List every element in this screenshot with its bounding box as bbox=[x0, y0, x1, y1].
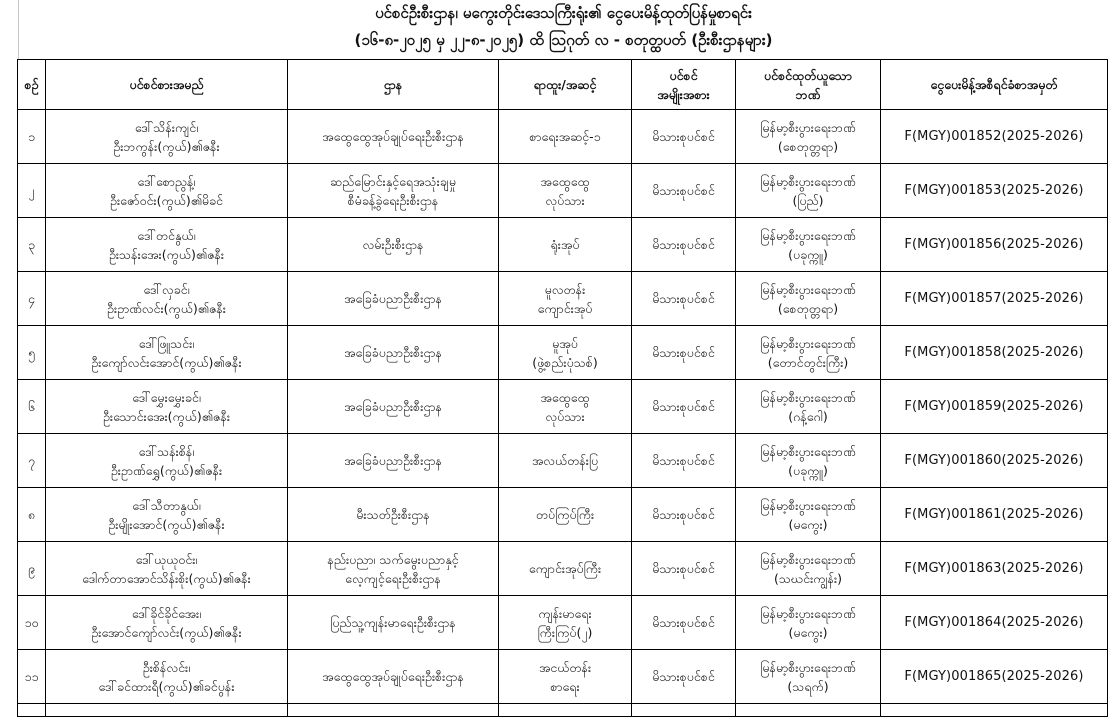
cell-name[interactable]: ဒေါ်ဖြူသင်း၊ ဦးကျော်လင်းအောင်(ကွယ်)၏ဇနီး bbox=[46, 326, 288, 380]
cell-no[interactable]: ၃ bbox=[18, 218, 46, 272]
table-row bbox=[18, 434, 1108, 488]
cell-code[interactable]: F(MGY)001864(2025-2026) bbox=[881, 596, 1108, 650]
cell-bank[interactable]: မြန်မာ့စီးပွားရေးဘဏ် (ပခုက္ကူ) bbox=[736, 218, 881, 272]
cell-code[interactable]: F(MGY)001861(2025-2026) bbox=[881, 488, 1108, 542]
cell-dept[interactable]: နည်းပညာ၊ သက်မွေးပညာနှင့် လေ့ကျင့်ရေးဦးစီးဌာန bbox=[288, 542, 499, 596]
cell-dept[interactable]: အခြေခံပညာဦးစီးဌာန bbox=[288, 326, 499, 380]
cell-name[interactable]: ဒေါ်သီတာနွယ်၊ ဦးမျိုးအောင်(ကွယ်)၏ဇနီး bbox=[46, 488, 288, 542]
table-row-partial bbox=[18, 704, 1108, 717]
cell-type[interactable]: မိသားစုပင်စင် bbox=[632, 434, 736, 488]
cell-bank[interactable]: မြန်မာ့စီးပွားရေးဘဏ် (သရက်) bbox=[736, 650, 881, 704]
cell-name[interactable]: ဒေါ်မွှေးမွှေးခင်၊ ဦးသောင်းအေး(ကွယ်)၏ဇနီး bbox=[46, 380, 288, 434]
cell-rank[interactable]: တပ်ကြပ်ကြီး bbox=[499, 488, 632, 542]
cell-bank[interactable]: မြန်မာ့စီးပွားရေးဘဏ် (တောင်တွင်းကြီး) bbox=[736, 326, 881, 380]
header-dept[interactable]: ဌာန bbox=[288, 60, 499, 110]
cell-bank[interactable]: မြန်မာ့စီးပွားရေးဘဏ် (စေတုတ္တရာ) bbox=[736, 110, 881, 164]
cell-rank[interactable]: အငယ်တန်း စာရေး bbox=[499, 650, 632, 704]
cell-type[interactable]: မိသားစုပင်စင် bbox=[632, 542, 736, 596]
cell-type[interactable]: မိသားစုပင်စင် bbox=[632, 380, 736, 434]
report-title: ပင်စင်ဦးစီးဌာန၊ မကွေးတိုင်းဒေသကြီးရုံး၏ ငွေပေးမိန့်ထုတ်ပြန်မှုစာရင်း bbox=[375, 4, 752, 22]
cell-dept[interactable]: လမ်းဦးစီးဌာန bbox=[288, 218, 499, 272]
cell-bank[interactable]: မြန်မာ့စီးပွားရေးဘဏ် (သဃင်းကျွန်း) bbox=[736, 542, 881, 596]
table-row bbox=[18, 596, 1108, 650]
cell-bank[interactable]: မြန်မာ့စီးပွားရေးဘဏ် (ပခုက္ကူ) bbox=[736, 434, 881, 488]
cell-type[interactable]: မိသားစုပင်စင် bbox=[632, 110, 736, 164]
cell-no[interactable]: ၉ bbox=[18, 542, 46, 596]
table-row bbox=[18, 110, 1108, 164]
cell-code[interactable]: F(MGY)001859(2025-2026) bbox=[881, 380, 1108, 434]
cell-type[interactable]: မိသားစုပင်စင် bbox=[632, 272, 736, 326]
cell-code[interactable]: F(MGY)001860(2025-2026) bbox=[881, 434, 1108, 488]
cell-rank[interactable]: အလယ်တန်းပြ bbox=[499, 434, 632, 488]
cell-empty[interactable] bbox=[736, 704, 881, 717]
cell-dept[interactable]: အထွေထွေအုပ်ချုပ်ရေးဦးစီးဌာန bbox=[288, 110, 499, 164]
cell-dept[interactable]: မီးသတ်ဦးစီးဌာန bbox=[288, 488, 499, 542]
cell-dept[interactable]: ပြည်သူ့ကျန်းမာရေးဦးစီးဌာန bbox=[288, 596, 499, 650]
table-row bbox=[18, 326, 1108, 380]
cell-type[interactable]: မိသားစုပင်စင် bbox=[632, 218, 736, 272]
table-row bbox=[18, 542, 1108, 596]
table-row bbox=[18, 272, 1108, 326]
table-row bbox=[18, 380, 1108, 434]
cell-type[interactable]: မိသားစုပင်စင် bbox=[632, 326, 736, 380]
pension-table bbox=[17, 59, 1108, 717]
cell-dept[interactable]: အခြေခံပညာဦးစီးဌာန bbox=[288, 434, 499, 488]
report-subtitle: (၁၆-၈-၂၀၂၅ မှ ၂၂-၈-၂၀၂၅) ထိ ဩဂုတ် လ - စတုတ္ထပတ် (ဦးစီးဌာနများ) bbox=[354, 31, 773, 49]
cell-bank[interactable]: မြန်မာ့စီးပွားရေးဘဏ် (ဂန့်ဂေါ) bbox=[736, 380, 881, 434]
title-area bbox=[18, 0, 1108, 59]
header-no[interactable]: စဉ် bbox=[18, 60, 46, 110]
header-row bbox=[18, 60, 1108, 110]
table-row bbox=[18, 218, 1108, 272]
cell-empty[interactable] bbox=[18, 704, 46, 717]
cell-type[interactable]: မိသားစုပင်စင် bbox=[632, 164, 736, 218]
header-type[interactable]: ပင်စင် အမျိုးအစား bbox=[632, 60, 736, 110]
cell-empty[interactable] bbox=[288, 704, 499, 717]
cell-rank[interactable]: မူအုပ် (ဖွဲ့စည်းပုံသစ်) bbox=[499, 326, 632, 380]
cell-rank[interactable]: မူလတန်း ကျောင်းအုပ် bbox=[499, 272, 632, 326]
cell-name[interactable]: ဒေါ်တင်နွယ်၊ ဦးသန်းအေး(ကွယ်)၏ဇနီး bbox=[46, 218, 288, 272]
cell-code[interactable]: F(MGY)001865(2025-2026) bbox=[881, 650, 1108, 704]
cell-empty[interactable] bbox=[46, 704, 288, 717]
cell-rank[interactable]: အထွေထွေ လုပ်သား bbox=[499, 164, 632, 218]
cell-rank[interactable]: စာရေးအဆင့်-၁ bbox=[499, 110, 632, 164]
cell-bank[interactable]: မြန်မာ့စီးပွားရေးဘဏ် (မကွေး) bbox=[736, 488, 881, 542]
cell-no[interactable]: ၇ bbox=[18, 434, 46, 488]
header-name[interactable]: ပင်စင်စားအမည် bbox=[46, 60, 288, 110]
cell-no[interactable]: ၁၀ bbox=[18, 596, 46, 650]
cell-empty[interactable] bbox=[881, 704, 1108, 717]
cell-bank[interactable]: မြန်မာ့စီးပွားရေးဘဏ် (ပြည်) bbox=[736, 164, 881, 218]
cell-no[interactable]: ၆ bbox=[18, 380, 46, 434]
cell-code[interactable]: F(MGY)001858(2025-2026) bbox=[881, 326, 1108, 380]
header-code[interactable]: ငွေပေးမိန့်အစီရင်ခံစာအမှတ် bbox=[881, 60, 1108, 110]
cell-rank[interactable]: ရုံးအုပ် bbox=[499, 218, 632, 272]
cell-empty[interactable] bbox=[499, 704, 632, 717]
cell-dept[interactable]: အထွေထွေအုပ်ချုပ်ရေးဦးစီးဌာန bbox=[288, 650, 499, 704]
cell-bank[interactable]: မြန်မာ့စီးပွားရေးဘဏ် (မကွေး) bbox=[736, 596, 881, 650]
cell-no[interactable]: ၈ bbox=[18, 488, 46, 542]
cell-code[interactable]: F(MGY)001852(2025-2026) bbox=[881, 110, 1108, 164]
cell-code[interactable]: F(MGY)001857(2025-2026) bbox=[881, 272, 1108, 326]
cell-dept[interactable]: ဆည်မြောင်းနှင့်ရေအသုံးချမှု စီမံခန့်ခွဲရေးဦးစီးဌာန bbox=[288, 164, 499, 218]
header-bank[interactable]: ပင်စင်ထုတ်ယူသော ဘဏ် bbox=[736, 60, 881, 110]
cell-type[interactable]: မိသားစုပင်စင် bbox=[632, 488, 736, 542]
cell-name[interactable]: ဒေါ်လှခင်၊ ဦးဥာဏ်လင်း(ကွယ်)၏ဇနီး bbox=[46, 272, 288, 326]
cell-rank[interactable]: အထွေထွေ လုပ်သား bbox=[499, 380, 632, 434]
cell-empty[interactable] bbox=[632, 704, 736, 717]
table-row bbox=[18, 488, 1108, 542]
cell-no[interactable]: ၄ bbox=[18, 272, 46, 326]
cell-dept[interactable]: အခြေခံပညာဦးစီးဌာန bbox=[288, 380, 499, 434]
cell-name[interactable]: ဒေါ်ခိုင်ခိုင်အေး၊ ဦးအောင်ကျော်လင်း(ကွယ်)၏ဇနီး bbox=[46, 596, 288, 650]
cell-dept[interactable]: အခြေခံပညာဦးစီးဌာန bbox=[288, 272, 499, 326]
cell-code[interactable]: F(MGY)001863(2025-2026) bbox=[881, 542, 1108, 596]
cell-name[interactable]: ဒေါ်ယုယုဝင်း၊ ဒေါက်တာအောင်သိန်းစိုး(ကွယ်)၏ဇနီး bbox=[46, 542, 288, 596]
cell-name[interactable]: ဒေါ်စောညွန့်၊ ဦးဇော်ဝင်း(ကွယ်)၏မိခင် bbox=[46, 164, 288, 218]
table-row bbox=[18, 164, 1108, 218]
cell-name[interactable]: ဒေါ်သန်းစိန်၊ ဦးဥာဏ်ရွှေ(ကွယ်)၏ဇနီး bbox=[46, 434, 288, 488]
table-row bbox=[18, 650, 1108, 704]
cell-no[interactable]: ၅ bbox=[18, 326, 46, 380]
cell-type[interactable]: မိသားစုပင်စင် bbox=[632, 650, 736, 704]
cell-no[interactable]: ၁ bbox=[18, 110, 46, 164]
cell-code[interactable]: F(MGY)001856(2025-2026) bbox=[881, 218, 1108, 272]
cell-rank[interactable]: ကျန်းမာရေး ကြီးကြပ်(၂) bbox=[499, 596, 632, 650]
cell-type[interactable]: မိသားစုပင်စင် bbox=[632, 596, 736, 650]
cell-code[interactable]: F(MGY)001853(2025-2026) bbox=[881, 164, 1108, 218]
cell-rank[interactable]: ကျောင်းအုပ်ကြီး bbox=[499, 542, 632, 596]
header-rank[interactable]: ရာထူး/အဆင့် bbox=[499, 60, 632, 110]
cell-bank[interactable]: မြန်မာ့စီးပွားရေးဘဏ် (စေတုတ္တရာ) bbox=[736, 272, 881, 326]
cell-no[interactable]: ၁၁ bbox=[18, 650, 46, 704]
cell-name[interactable]: ဒေါ်သိန်းကျင်၊ ဦးဘကွန်း(ကွယ်)၏ဇနီး bbox=[46, 110, 288, 164]
cell-no[interactable]: ၂ bbox=[18, 164, 46, 218]
cell-name[interactable]: ဦးစိန်လင်း၊ ဒေါ်ခင်ထားရီ(ကွယ်)၏ခင်ပွန်း bbox=[46, 650, 288, 704]
